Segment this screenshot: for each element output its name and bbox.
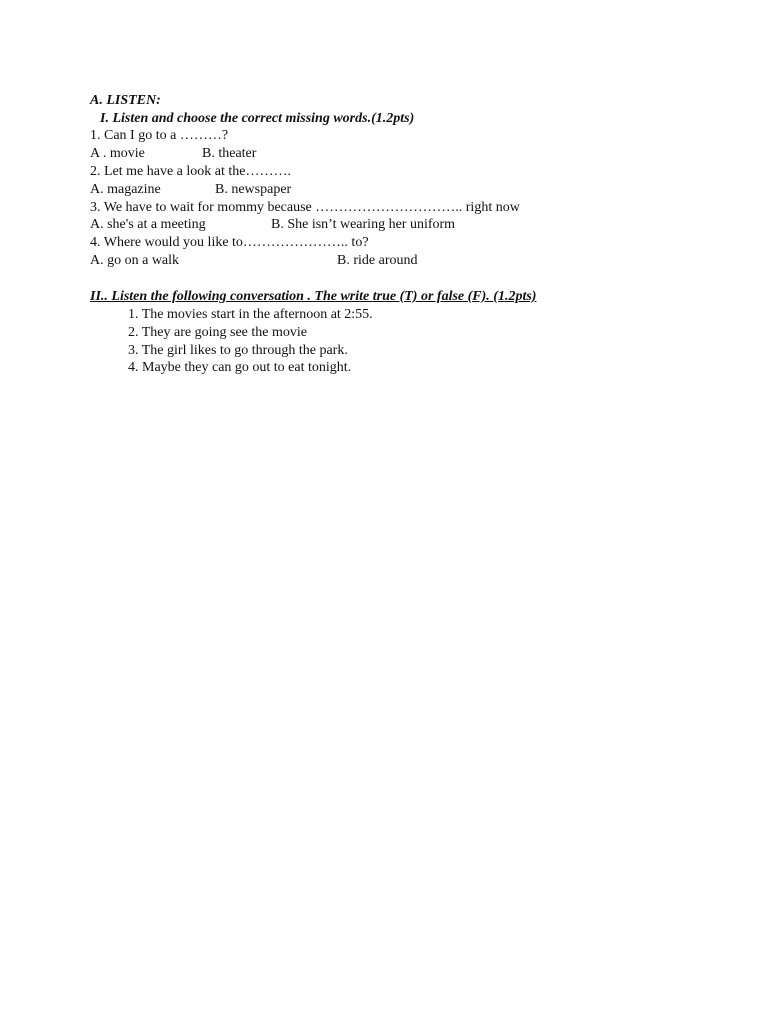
option-b-3: B. She isn’t wearing her uniform — [271, 217, 456, 232]
part-1-title: I. Listen and choose the correct missing words.(1.2pts) — [100, 111, 415, 126]
option-a-4: A. go on a walk — [90, 253, 180, 268]
option-a-3: A. she's at a meeting — [90, 217, 206, 232]
question-3: 3. We have to wait for mommy because ………………………….. right now — [90, 200, 520, 215]
tf-item-1: 1. The movies start in the afternoon at 2:55. — [128, 307, 373, 322]
question-2: 2. Let me have a look at the………. — [90, 164, 291, 179]
answer-row-3 — [90, 216, 456, 234]
section-a-heading: A. LISTEN: — [90, 93, 161, 108]
part-2-title: II.. Listen the following conversation . The write true (T) or false (F). (1.2pts) — [90, 289, 537, 304]
option-a-2: A. magazine — [90, 182, 161, 197]
question-1: 1. Can I go to a ………? — [90, 128, 229, 143]
tf-item-3: 3. The girl likes to go through the park. — [128, 343, 348, 358]
tf-item-4: 4. Maybe they can go out to eat tonight. — [128, 360, 352, 375]
option-a-1: A . movie — [90, 146, 145, 161]
answer-row-4 — [90, 252, 418, 270]
option-b-1: B. theater — [202, 146, 257, 161]
tf-item-2: 2. They are going see the movie — [128, 325, 307, 340]
option-b-4: B. ride around — [337, 253, 418, 268]
answer-row-1 — [90, 145, 257, 163]
question-4: 4. Where would you like to………………….. to? — [90, 235, 369, 250]
option-b-2: B. newspaper — [215, 182, 292, 197]
answer-row-2 — [90, 181, 292, 199]
